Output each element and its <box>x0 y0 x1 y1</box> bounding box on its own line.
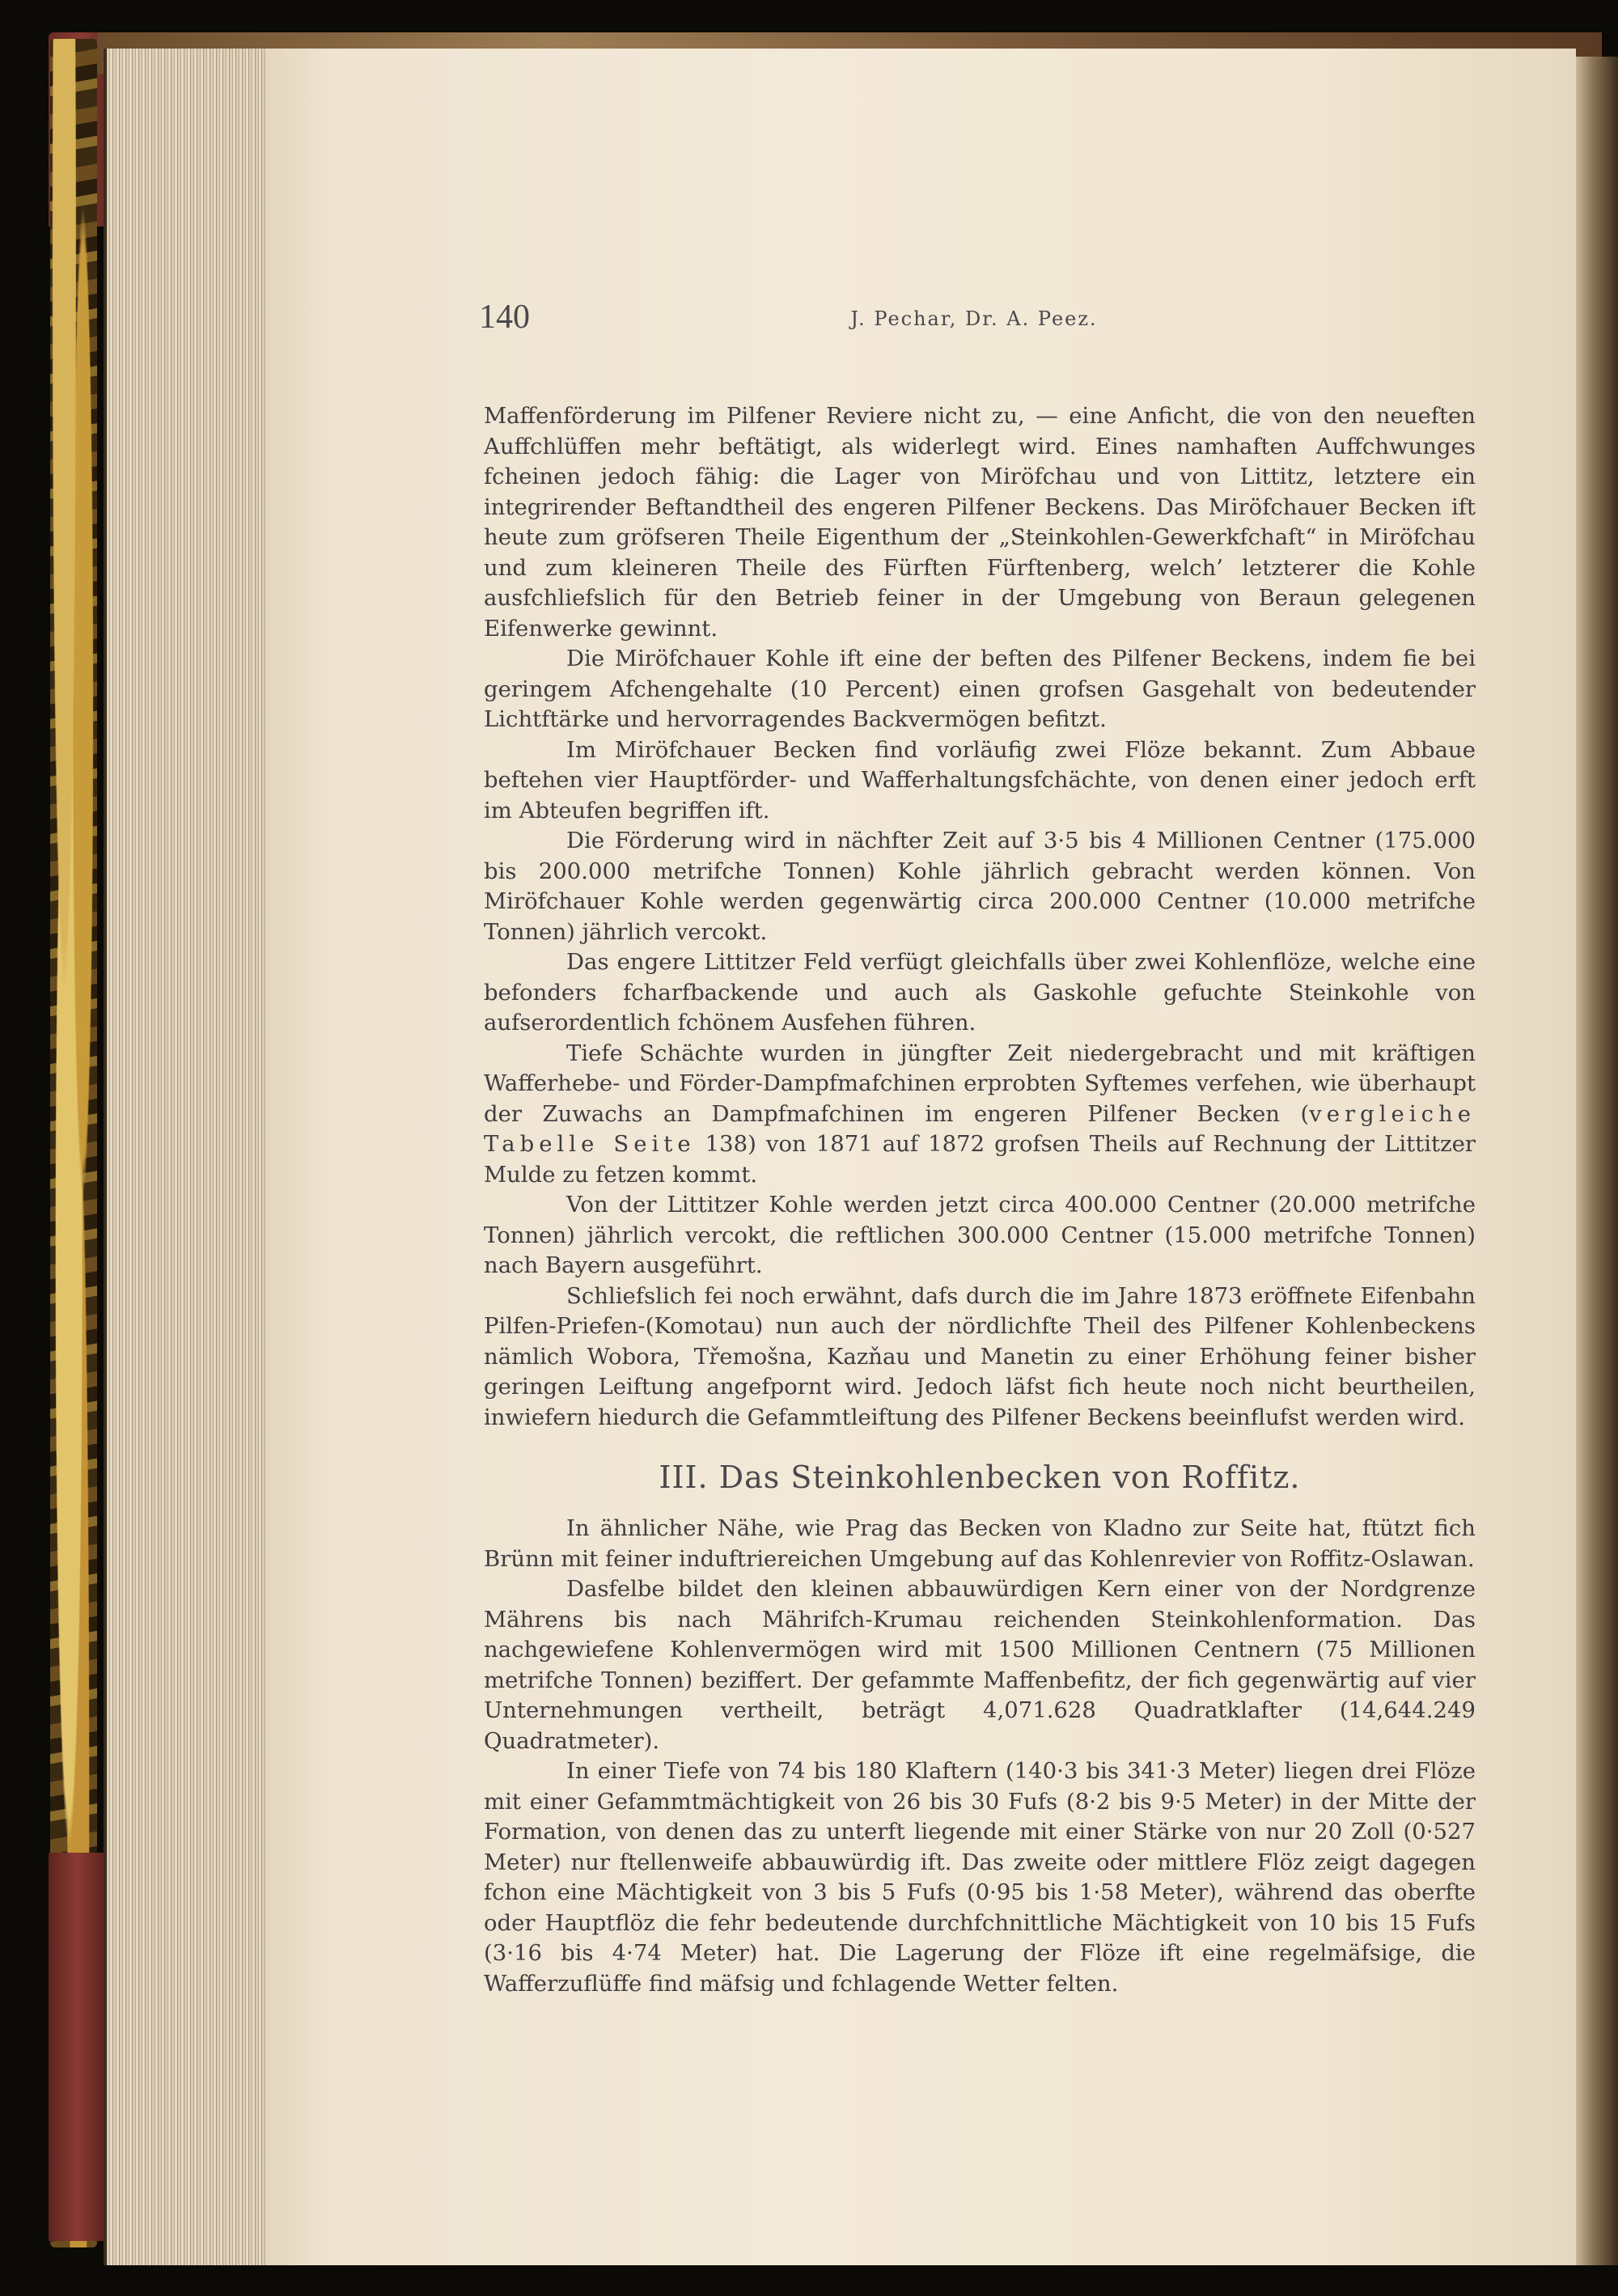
section-heading: III. Das Steinkohlenbecken von Roffitz. <box>659 1459 1301 1495</box>
paragraph-text: 138) von 1871 auf 1872 grofsen Theils auf Rechnung der Littitzer Mulde zu fetzen kommt. <box>484 1131 1476 1188</box>
body-text <box>484 401 1476 1999</box>
paragraph: Im Miröfchauer Becken find vorläufig zwei Flöze bekannt. Zum Abbaue beftehen vier Hauptförder- und Wafferhaltungsfchächte, von denen einer jedoch erft im Abteufen begriffen ift. <box>484 736 1476 824</box>
paragraph: Die Förderung wird in nächfter Zeit auf 3·5 bis 4 Millionen Centner (175.000 bis 200.000 metrifche Tonnen) Kohle jährlich gebracht werden können. Von Miröfchauer Kohle werden gegenwärtig circa 200.000 Centner (10.000 metrifche Tonnen) jährlich vercokt. <box>484 828 1476 945</box>
paragraph: Maffenförderung im Pilfener Reviere nicht zu, — eine Anficht, die von den neueften Auffchlüffen mehr beftätigt, als widerlegt wird. Eines namhaften Auffchwunges fcheinen jedoch fähig: die Lager von Miröfchau und von Littitz, letztere ein integrirender Beftandtheil des engeren Pilfener Beckens. Das Miröfchauer Becken ift heute zum gröfseren Theile Eigenthum der „Steinkohlen-Gewerkfchaft“ in Miröfchau und zum kleineren Theile des Fürften Fürftenberg, welch’ letzterer die Kohle ausfchliefslich für den Betrieb feiner in der Umgebung von Beraun gelegenen Eifenwerke gewinnt. <box>484 403 1476 642</box>
page-edges-stack <box>104 49 277 2265</box>
spaced-reference: vergleiche Tabelle Seite <box>484 1100 1476 1157</box>
paragraph: In einer Tiefe von 74 bis 180 Klaftern (140·3 bis 341·3 Meter) liegen drei Flöze mit einer Gefammtmächtigkeit von 26 bis 30 Fufs (8·2 bis 9·5 Meter) in der Mitte der Formation, von denen das zu unterft liegende mit einer Stärke von nur 20 Zoll (0·527 Meter) nur ftellenweife abbauwürdig ift. Das zweite oder mittlere Flöz zeigt dagegen fchon eine Mächtigkeit von 3 bis 5 Fufs (0·95 bis 1·58 Meter), während das oberfte oder Hauptflöz die fehr bedeutende durchfchnittliche Mächtigkeit von 10 bis 15 Fufs (3·16 bis 4·74 Meter) hat. Die Lagerung der Flöze ift eine regelmäfsige, die Wafferzuflüffe find mäfsig und fchlagende Wetter felten. <box>484 1758 1476 1997</box>
cover-spine-red-bottom <box>49 1853 105 2241</box>
paragraph: Von der Littitzer Kohle werden jetzt circa 400.000 Centner (20.000 metrifche Tonnen) jährlich vercokt, die reftlichen 300.000 Centner (15.000 metrifche Tonnen) nach Bayern ausgeführt. <box>484 1192 1476 1278</box>
paragraph: Schliefslich fei noch erwähnt, dafs durch die im Jahre 1873 eröffnete Eifenbahn Pilfen-Priefen-(Komotau) nun auch der nördlichfte Theil des Pilfener Kohlenbeckens nämlich Wobora, Třemošna, Kazňau und Manetin zu einer Erhöhung feiner bisher geringen Leiftung angefpornt wird. Jedoch läfst fich heute noch nicht beurtheilen, inwiefern hiedurch die Gefammtleiftung des Pilfener Beckens beeinflufst werden wird. <box>484 1282 1476 1430</box>
book-page <box>267 49 1576 2265</box>
paragraph <box>484 1039 1476 1191</box>
paragraph: Das engere Littitzer Feld verfügt gleichfalls über zwei Kohlenflöze, welche eine befonders fcharfbackende und auch als Gaskohle gefuchte Steinkohle von aufserordentlich fchönem Ausfehen führen. <box>484 949 1476 1036</box>
paragraph-text: Tiefe Schächte wurden in jüngfter Zeit niedergebracht und mit kräftigen Wafferhebe- und Förder-Dampfmafchinen erprobten Syftemes verfehen, wie überhaupt der Zuwachs an Dampfmafchinen im engeren Pilfener Becken ( <box>484 1040 1476 1127</box>
paragraph: Die Miröfchauer Kohle ift eine der beften des Pilfener Beckens, indem fie bei geringem Afchengehalte (10 Percent) einen grofsen Gasgehalt von bedeutender Lichtftärke und hervorragendes Backvermögen befitzt. <box>484 646 1476 732</box>
paragraph: Dasfelbe bildet den kleinen abbauwürdigen Kern einer von der Nordgrenze Mährens bis nach Mährifch-Krumau reichenden Steinkohlenformation. Das nachgewiefene Kohlenvermögen wird mit 1500 Millionen Centnern (75 Millionen metrifche Tonnen) beziffert. Der gefammte Maffenbefitz, der fich gegenwärtig auf vier Unternehmungen vertheilt, beträgt 4,071.628 Quadratklafter (14,644.249 Quadratmeter). <box>484 1576 1476 1754</box>
page-number: 140 <box>479 299 530 336</box>
running-head: J. Pechar, Dr. A. Peez. <box>850 307 1098 330</box>
page-header <box>479 298 1469 354</box>
paragraph: In ähnlicher Nähe, wie Prag das Becken von Kladno zur Seite hat, ftützt fich Brünn mit feiner induftriereichen Umgebung auf das Kohlenrevier von Roffitz-Oslawan. <box>484 1515 1476 1572</box>
book-right-edge <box>1576 57 1618 2265</box>
